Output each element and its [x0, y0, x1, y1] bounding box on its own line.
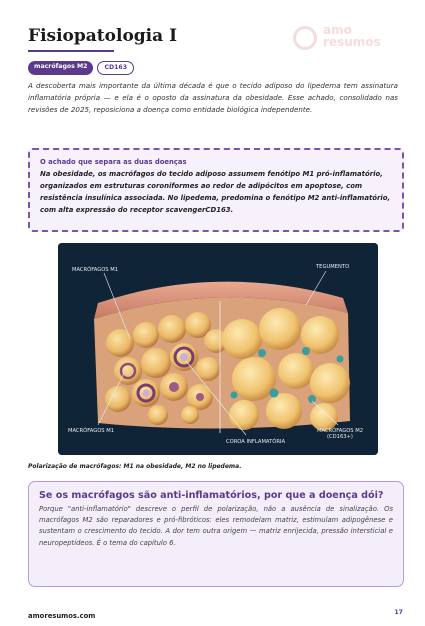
label-m1-bottom: MACRÓFAGOS M1	[68, 428, 115, 434]
footer-site-link[interactable]: amoresumos.com	[28, 612, 96, 620]
heart-logo-icon	[293, 26, 317, 50]
question-callout	[28, 481, 404, 587]
page-title: Fisiopatologia I	[28, 26, 178, 46]
brand-logo	[293, 24, 403, 52]
tag-macrofagos-m2[interactable]: macrófagos M2	[28, 61, 93, 75]
page-number: 17	[394, 609, 403, 616]
logo-line-1: amo	[323, 23, 352, 37]
question-body: Porque "anti-inflamatório" descreve o perfil de polarização, não a ausência de sinalização. Os macrófagos M2 são reparadores e pró-fibróticos: eles remodelam matriz, estimulam adipogênese e sustentam o crescimento do tecido. A dor tem outra origem — matriz enrijecida, pressão intersticial e neuropeptídeos. É o tema do capítulo 6.	[39, 505, 393, 547]
label-m1-top: MACRÓFAGOS M1	[72, 267, 119, 273]
finding-body: Na obesidade, os macrófagos do tecido adiposo assumem fenótipo M1 pró-inflamatório, organizados em estruturas coroniformes ao redor de adipócitos em apoptose, com resistência insulínica associada. No lipedema, predomina o fenótipo M2 anti-inflamatório, com alta expressão do receptor scavengerCD163.	[40, 170, 391, 214]
macrophage-illustration	[58, 243, 378, 455]
label-m2	[308, 428, 372, 440]
label-m2-line-1: MACRÓFAGOS M2	[316, 428, 364, 434]
question-title: Se os macrófagos são anti-inflamatórios, por que a doença dói?	[39, 490, 384, 501]
tag-cd163[interactable]: CD163	[97, 61, 134, 75]
finding-title: O achado que separa as duas doenças	[40, 158, 187, 166]
tag-list	[28, 61, 134, 75]
logo-line-2: resumos	[323, 35, 381, 49]
tissue-illustration	[58, 243, 378, 455]
title-underline	[28, 50, 114, 52]
intro-paragraph: A descoberta mais importante da última década é que o tecido adiposo do lipedema tem assinatura inflamatória própria — e ela é o oposto da assinatura da obesidade. Esse achado, consolidado nas revisões de 2025, reposiciona a doença como entidade biológica independente.	[28, 81, 398, 114]
logo-text	[323, 24, 381, 48]
label-m2-line-2: (CD163+)	[327, 434, 353, 440]
figure-caption: Polarização de macrófagos: M1 na obesidade, M2 no lipedema.	[28, 463, 242, 470]
right-tissue-cells	[222, 308, 350, 431]
finding-callout	[28, 148, 404, 232]
label-coroa: COROA INFLAMATÓRIA	[226, 439, 286, 445]
label-tegumento: TEGUMENTO	[316, 264, 350, 270]
